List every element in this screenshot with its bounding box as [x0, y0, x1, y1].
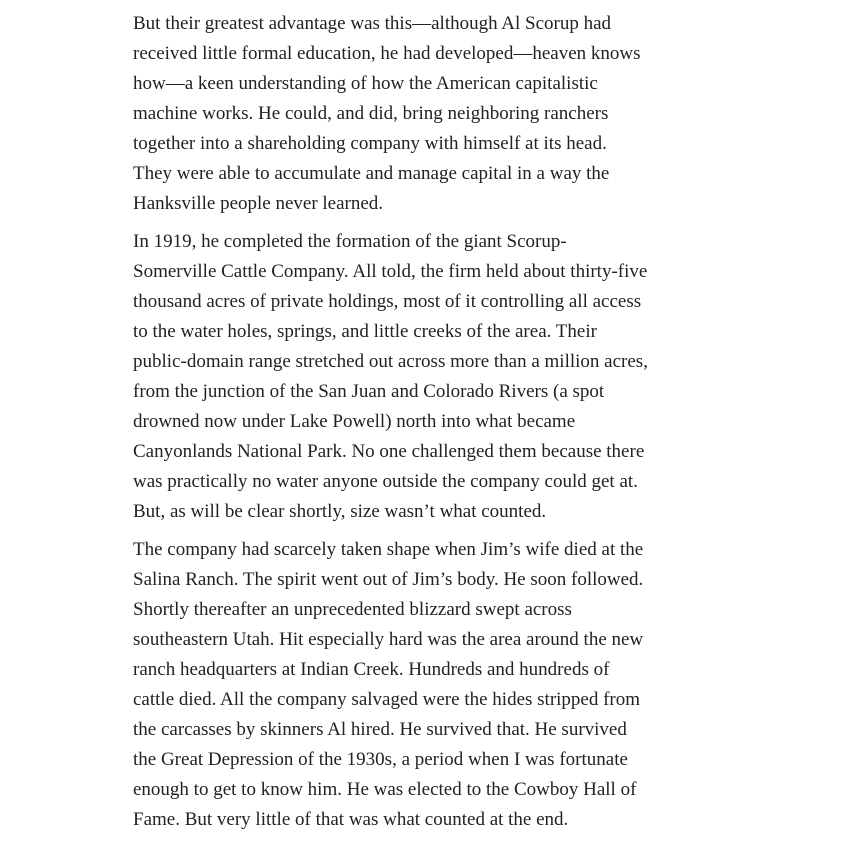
paragraph-blizzard [133, 535, 723, 835]
text-line: thousand acres of private holdings, most of it controlling all access [133, 291, 642, 312]
text-line: The company had scarcely taken shape when Jim’s wife died at the [133, 539, 644, 560]
text-line: drowned now under Lake Powell) north into what became [133, 411, 576, 432]
paragraph-greatest-advantage [133, 9, 723, 219]
text-line: But, as will be clear shortly, size wasn’t what counted. [133, 501, 547, 522]
text-line: Canyonlands National Park. No one challenged them because there [133, 441, 645, 462]
text-line: Salina Ranch. The spirit went out of Jim’s body. He soon followed. [133, 569, 644, 590]
text-line: southeastern Utah. Hit especially hard was the area around the new [133, 629, 644, 650]
text-line: Shortly thereafter an unprecedented blizzard swept across [133, 599, 572, 620]
text-line: enough to get to know him. He was elected to the Cowboy Hall of [133, 779, 637, 800]
text-line: In 1919, he completed the formation of the giant Scorup- [133, 231, 567, 252]
text-line: machine works. He could, and did, bring neighboring ranchers [133, 103, 609, 124]
text-line: was practically no water anyone outside the company could get at. [133, 471, 638, 492]
text-line: ranch headquarters at Indian Creek. Hundreds and hundreds of [133, 659, 610, 680]
text-line: Fame. But very little of that was what counted at the end. [133, 809, 569, 830]
text-line: the carcasses by skinners Al hired. He survived that. He survived [133, 719, 627, 740]
text-line: public-domain range stretched out across more than a million acres, [133, 351, 648, 372]
paragraph-cattle-company [133, 227, 723, 527]
text-line: together into a shareholding company with himself at its head. [133, 133, 607, 154]
text-line: the Great Depression of the 1930s, a period when I was fortunate [133, 749, 628, 770]
text-line: from the junction of the San Juan and Colorado Rivers (a spot [133, 381, 605, 402]
text-line: how—a keen understanding of how the American capitalistic [133, 73, 598, 94]
text-line: But their greatest advantage was this—although Al Scorup had [133, 13, 612, 34]
text-line: They were able to accumulate and manage capital in a way the [133, 163, 610, 184]
text-line: Somerville Cattle Company. All told, the firm held about thirty-five [133, 261, 648, 282]
text-line: to the water holes, springs, and little creeks of the area. Their [133, 321, 597, 342]
document-page [133, 9, 723, 843]
text-line: received little formal education, he had developed—heaven knows [133, 43, 641, 64]
text-line: Hanksville people never learned. [133, 193, 384, 214]
text-line: cattle died. All the company salvaged were the hides stripped from [133, 689, 641, 710]
